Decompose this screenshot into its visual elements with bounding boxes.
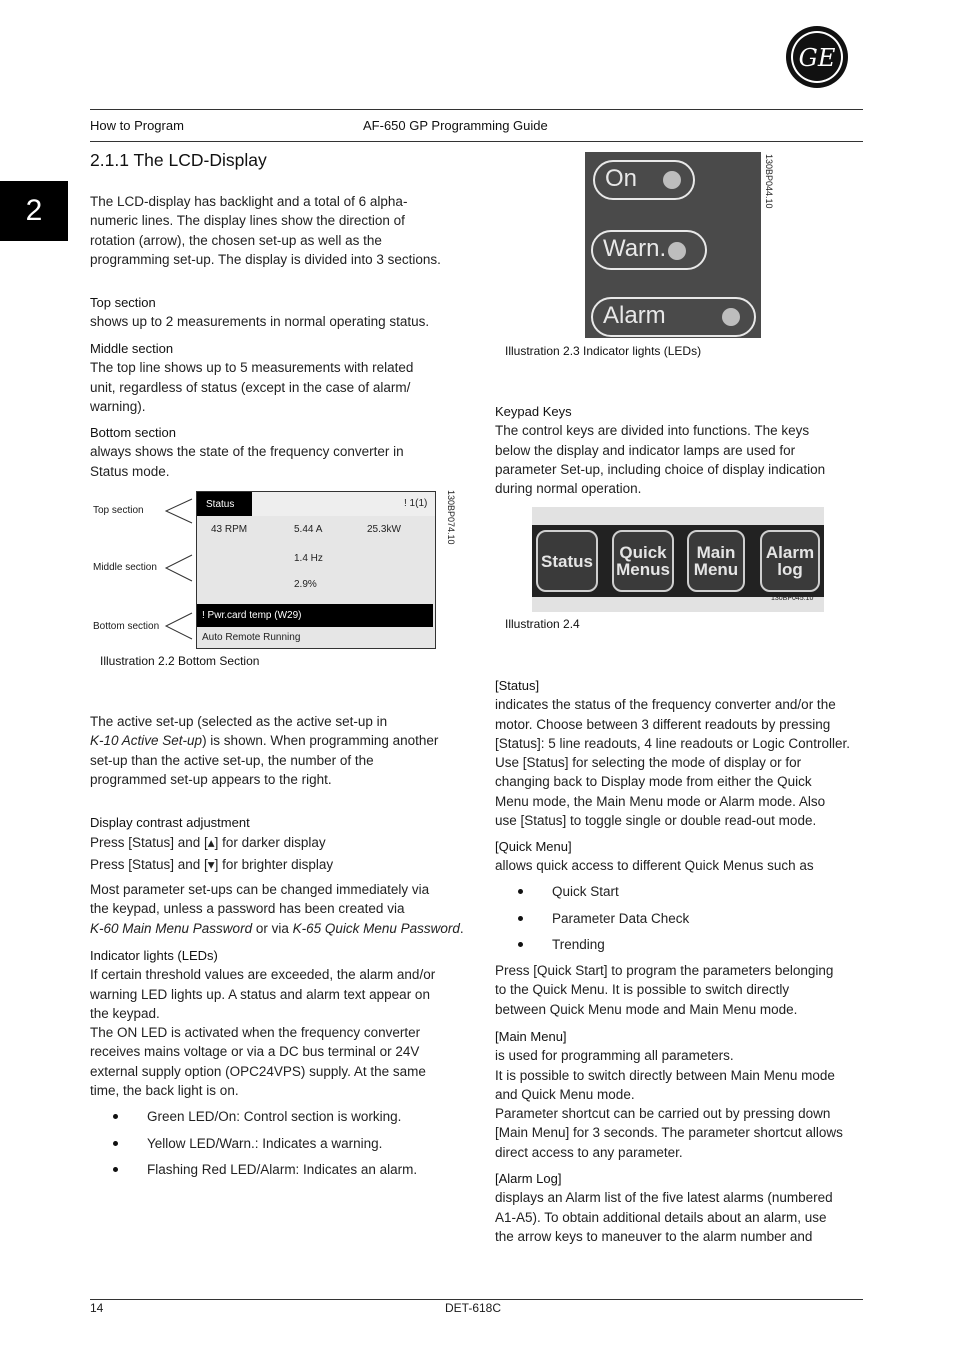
keypad-line: below the display and indicator lamps are used for <box>495 442 796 458</box>
main-line: is used for programming all parameters. <box>495 1048 734 1064</box>
alarm-log-block <box>495 1169 865 1246</box>
led-on-label: On <box>605 165 638 192</box>
status-line: Menu mode, the Main Menu mode or Alarm mode. Also <box>495 793 826 809</box>
main-line: Parameter shortcut can be carried out by pressing down <box>495 1106 831 1122</box>
led-on-dot <box>663 171 681 189</box>
guide-title: AF-650 GP Programming Guide <box>363 118 548 133</box>
quick-line: Press [Quick Start] to program the parameters belonging <box>495 963 834 978</box>
led-illustration <box>585 152 761 338</box>
keypad-block <box>495 402 865 498</box>
led-warn-dot <box>668 242 686 260</box>
main-menu-key-label-1: Main <box>696 543 736 562</box>
quick-start-paragraph <box>495 961 865 1019</box>
leds-title: Indicator lights (LEDs) <box>90 948 218 963</box>
list-item: Trending <box>495 935 865 962</box>
active-line-2-rest: ) is shown. When programming another <box>202 733 439 749</box>
alarm-log-key-label-1: Alarm <box>765 543 815 562</box>
intro-line: The LCD-display has backlight and a total of 6 alpha- <box>90 194 408 209</box>
leds-line: The ON LED is activated when the frequency converter <box>90 1025 421 1041</box>
intro-paragraph <box>90 192 470 269</box>
status-line: indicates the status of the frequency converter and/or the <box>495 697 836 713</box>
middle-section-line: warning). <box>90 398 146 414</box>
active-line-3: set-up than the active set-up, the number of the <box>90 752 374 768</box>
ge-logo <box>785 25 849 89</box>
param-paragraph <box>90 880 470 938</box>
leds-line: warning LED lights up. A status and alarm text appear on <box>90 986 430 1002</box>
contrast-title: Display contrast adjustment <box>90 815 250 830</box>
alarm-line: the arrow keys to maneuver to the alarm number and <box>495 1228 813 1244</box>
list-item: Quick Start <box>495 882 865 909</box>
bottom-section-line: Status mode. <box>90 463 170 479</box>
lcd-figure-code: 130BP074.10 <box>446 490 456 545</box>
param-line-2: the keypad, unless a password has been created via <box>90 901 405 917</box>
doc-code: DET-618C <box>445 1301 502 1315</box>
bottom-section-line: always shows the state of the frequency converter in <box>90 444 404 460</box>
leds-line: external supply option (OPC24VPS) supply. At the same <box>90 1063 426 1079</box>
list-item: Yellow LED/Warn.: Indicates a warning. <box>90 1134 470 1161</box>
param-line-3 <box>90 919 470 938</box>
lcd-display <box>196 491 436 649</box>
top-section-text: shows up to 2 measurements in normal operating status. <box>90 314 430 330</box>
active-line-2 <box>90 731 470 750</box>
list-item: Flashing Red LED/Alarm: Indicates an alarm. <box>90 1160 470 1187</box>
label-middle-section: Middle section <box>93 562 157 573</box>
lcd-mode-text: Auto Remote Running <box>202 632 301 643</box>
keypad-line: parameter Set-up, including choice of display indication <box>495 461 826 477</box>
led-bullet-list <box>90 1107 470 1187</box>
bottom-section-title: Bottom section <box>90 425 176 440</box>
led-alarm-label: Alarm <box>603 302 666 329</box>
quick-menu-block <box>495 837 865 876</box>
top-section-title: Top section <box>90 295 156 310</box>
status-key-label: Status <box>541 551 593 571</box>
active-setup-paragraph <box>90 712 470 789</box>
contrast-block <box>90 813 470 874</box>
page-number: 14 <box>90 1301 104 1315</box>
main-line: direct access to any parameter. <box>495 1144 683 1160</box>
alarm-log-key <box>760 530 820 592</box>
lcd-status-label: Status <box>206 499 235 510</box>
lcd-kw: 25.3kW <box>367 524 401 535</box>
bottom-section-block <box>90 423 470 481</box>
keys-figure-code: 130BP045.10 <box>771 595 814 602</box>
header-rule-top <box>90 109 863 110</box>
led-alarm-dot <box>722 308 740 326</box>
keys-illustration <box>532 507 824 612</box>
status-line: use [Status] to toggle single or double read-out mode. <box>495 813 817 829</box>
led-caption: Illustration 2.3 Indicator lights (LEDs) <box>505 344 702 358</box>
section-brackets <box>160 495 200 645</box>
main-line: [Main Menu] for 3 seconds. The parameter shortcut allows <box>495 1125 843 1141</box>
main-menu-key <box>687 530 745 592</box>
lcd-heading: 2.1.1 The LCD-Display <box>90 150 267 170</box>
footer-rule <box>90 1299 863 1300</box>
lcd-rpm: 43 RPM <box>211 524 248 535</box>
status-title: [Status] <box>495 678 540 693</box>
quick-menus-key <box>612 530 674 592</box>
param-line-1: Most parameter set-ups can be changed immediately via <box>90 882 430 897</box>
active-line-1: The active set-up (selected as the active set-up in <box>90 714 388 729</box>
keypad-title: Keypad Keys <box>495 404 572 419</box>
main-line: It is possible to switch directly between Main Menu mode <box>495 1067 835 1083</box>
leds-line: If certain threshold values are exceeded, the alarm and/or <box>90 967 436 983</box>
label-top-section: Top section <box>93 505 144 516</box>
lcd-caption: Illustration 2.2 Bottom Section <box>100 654 260 668</box>
list-item: Parameter Data Check <box>495 909 865 936</box>
middle-section-title: Middle section <box>90 341 174 356</box>
leds-block <box>90 946 470 1100</box>
list-item: Green LED/On: Control section is working. <box>90 1107 470 1134</box>
status-key <box>536 530 598 592</box>
led-warn-label: Warn. <box>603 235 667 262</box>
top-section-block <box>90 293 470 332</box>
intro-line: programming set-up. The display is divided into 3 sections. <box>90 251 441 267</box>
status-line: Use [Status] for selecting the mode of display or for <box>495 755 802 771</box>
alarm-log-title: [Alarm Log] <box>495 1171 562 1186</box>
middle-section-block <box>90 339 470 416</box>
lcd-warning-text: ! Pwr.card temp (W29) <box>202 610 302 621</box>
led-figure-code: 130BP044.10 <box>764 154 774 209</box>
keypad-line: The control keys are divided into functions. The keys <box>495 423 810 439</box>
lcd-amps: 5.44 A <box>294 524 323 535</box>
label-bottom-section: Bottom section <box>93 621 160 632</box>
status-line: [Status]: 5 line readouts, 4 line readouts or Logic Controller. <box>495 735 850 751</box>
middle-section-line: The top line shows up to 5 measurements with related <box>90 360 414 376</box>
active-setup-param: K-10 Active Set-up <box>90 733 203 749</box>
main-menu-password-param: K-60 Main Menu Password <box>90 920 253 936</box>
status-line: motor. Choose between 3 different readouts by pressing <box>495 716 831 732</box>
chapter-tab: 2 <box>0 181 68 241</box>
intro-line: rotation (arrow), the chosen set-up as well as the <box>90 232 382 248</box>
middle-section-line: unit, regardless of status (except in the case of alarm/ <box>90 379 411 395</box>
keypad-line: during normal operation. <box>495 481 642 497</box>
intro-line: numeric lines. The display lines show the direction of <box>90 213 405 229</box>
alarm-log-key-label-2: log <box>777 560 803 579</box>
quick-menus-key-label-2: Menus <box>616 560 670 579</box>
quick-menu-password-param: K-65 Quick Menu Password <box>292 920 460 936</box>
quick-menu-text: allows quick access to different Quick Menus such as <box>495 858 814 874</box>
active-line-4: programmed set-up appears to the right. <box>90 771 332 787</box>
status-block <box>495 676 865 830</box>
main-menu-key-label-2: Menu <box>693 560 739 579</box>
leds-line: receives mains voltage or via a DC bus terminal or 24V <box>90 1044 420 1060</box>
ge-logo-text: GE <box>798 44 836 72</box>
quick-line: between Quick Menu mode and Main Menu mode. <box>495 1001 798 1017</box>
leds-line: time, the back light is on. <box>90 1083 239 1099</box>
quick-menu-bullets <box>495 882 865 962</box>
quick-menu-title: [Quick Menu] <box>495 839 572 854</box>
quick-menus-key-label-1: Quick <box>619 543 667 562</box>
lcd-percent: 2.9% <box>294 579 317 590</box>
led-warn <box>591 230 707 270</box>
alarm-line: A1-A5). To obtain additional details about an alarm, use <box>495 1209 827 1225</box>
keys-caption: Illustration 2.4 <box>505 617 580 631</box>
section-title: How to Program <box>90 118 184 133</box>
main-line: and Quick Menu mode. <box>495 1086 635 1102</box>
leds-line: the keypad. <box>90 1005 160 1021</box>
status-line: changing back to Display mode from either the Quick <box>495 774 812 790</box>
param-period: . <box>459 920 464 936</box>
header-rule-bottom <box>90 141 863 142</box>
lcd-setup-indicator: ! 1(1) <box>404 498 428 509</box>
main-menu-block <box>495 1027 865 1162</box>
alarm-line: displays an Alarm list of the five latest alarms (numbered <box>495 1190 833 1206</box>
quick-line: to the Quick Menu. It is possible to switch directly <box>495 982 790 998</box>
contrast-dark: Press [Status] and [▴] for darker display <box>90 835 326 851</box>
contrast-bright: Press [Status] and [▾] for brighter display <box>90 856 334 872</box>
lcd-hz: 1.4 Hz <box>294 553 323 564</box>
param-or-via: or via <box>252 920 293 936</box>
main-menu-title: [Main Menu] <box>495 1029 567 1044</box>
